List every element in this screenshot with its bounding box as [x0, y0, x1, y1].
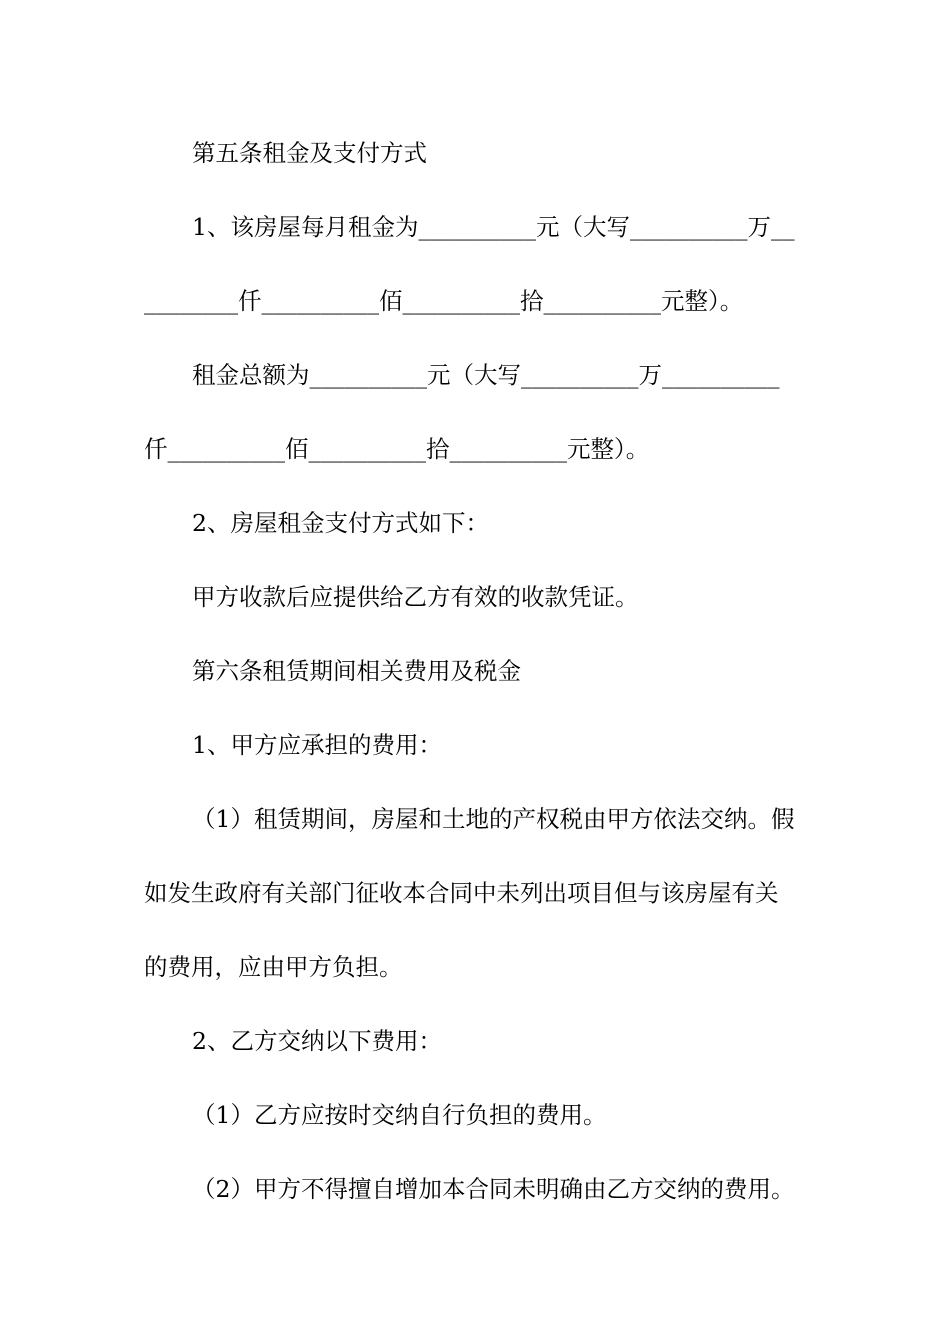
monthly-rent-line: 1、该房屋每月租金为__________元（大写__________万__: [192, 213, 795, 241]
total-rent-line-continued: 仟__________佰__________拾__________元整）。: [144, 435, 650, 463]
party-a-fees-line: 1、甲方应承担的费用：: [192, 731, 442, 759]
property-tax-line-end: 的费用，应由甲方负担。: [144, 953, 403, 981]
article-5-heading: 第五条租金及支付方式: [192, 139, 427, 167]
payment-method-line: 2、房屋租金支付方式如下：: [192, 509, 489, 537]
total-rent-line: 租金总额为__________元（大写__________万__________: [192, 361, 780, 389]
party-b-fees-line: 2、乙方交纳以下费用：: [192, 1027, 442, 1055]
party-b-pay-on-time-line: （1）乙方应按时交纳自行负担的费用。: [192, 1101, 607, 1129]
monthly-rent-line-continued: ________仟__________佰__________拾__________元整）。: [144, 287, 744, 315]
property-tax-line-continued: 如发生政府有关部门征收本合同中未列出项目但与该房屋有关: [144, 879, 779, 907]
article-6-heading: 第六条租赁期间相关费用及税金: [192, 657, 521, 685]
receipt-line: 甲方收款后应提供给乙方有效的收款凭证。: [192, 583, 639, 611]
property-tax-line: （1）租赁期间，房屋和土地的产权税由甲方依法交纳。假: [192, 805, 795, 833]
no-extra-fees-line: （2）甲方不得擅自增加本合同未明确由乙方交纳的费用。: [192, 1175, 795, 1203]
